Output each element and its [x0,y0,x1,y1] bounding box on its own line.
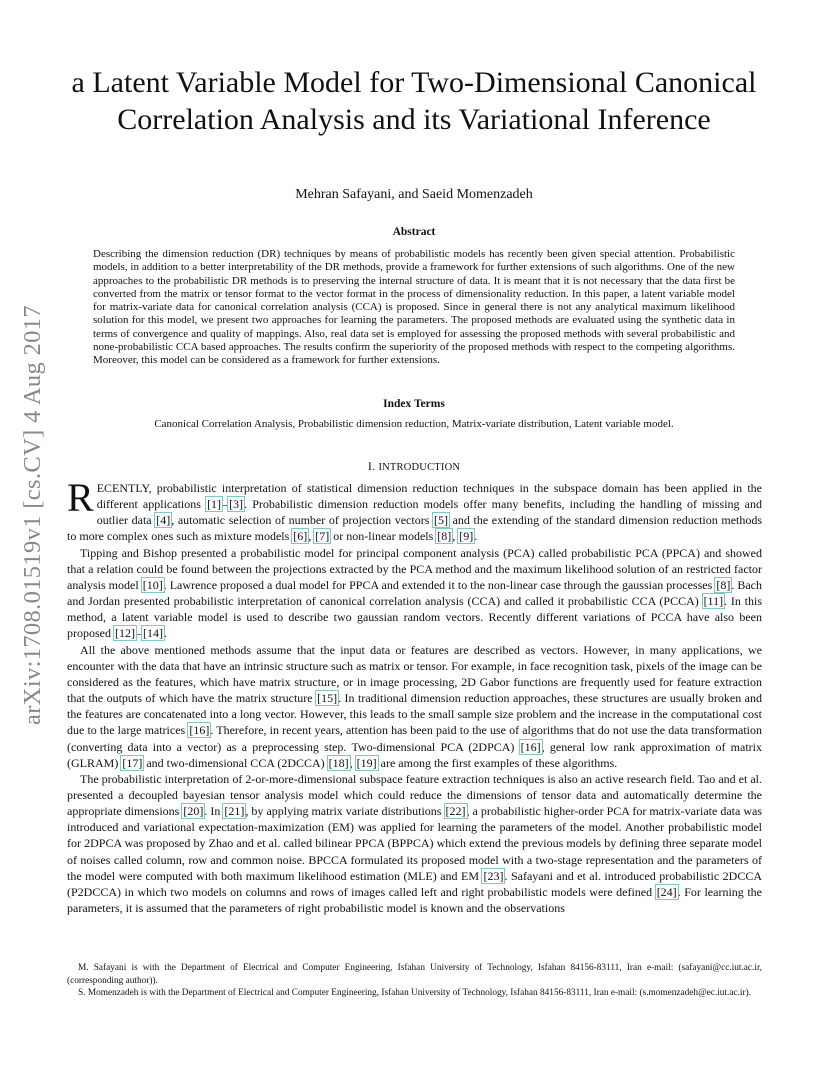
citation-link[interactable]: [5] [433,513,448,528]
abstract-text: Describing the dimension reduction (DR) techniques by means of probabilistic models has recently been given special attention. Probabilistic models, in addition to a better interpretability of the DR methods, provide a framework for further extensions of such algorithms. One of the new approaches to the probabilistic DR methods is to preserving the internal structure of data. It is meant that it is not necessary that the data first be converted from the matrix or tensor format to the vector format in the process of dimensionality reduction. In this paper, a latent variable model for matrix-variate data for canonical correlation analysis (CCA) is proposed. Since in general there is not any analytical maximum likelihood solution for this model, we present two approaches for learning the parameters. The proposed methods are evaluated using the synthetic data in terms of convergence and quality of mappings. Also, real data set is employed for assessing the proposed methods with several probabilistic and none-probabilistic CCA based approaches. The results confirm the superiority of the proposed methods with respect to the competing algorithms. Moreover, this model can be considered as a framework for further extensions. [93,248,735,367]
citation-link[interactable]: [6] [293,529,308,544]
citation-link[interactable]: [24] [656,884,677,899]
footnote: M. Safayani is with the Department of Electrical and Computer Engineering, Isfahan University of Technology, Isfahan 84156-83111, Iran e-mail: (safayani@cc.iut.ac.ir, (corresponding author)). [67,963,762,986]
citation-link[interactable]: [8] [437,529,452,544]
citation-link[interactable]: [17] [122,755,143,770]
citation-link[interactable]: [9] [459,529,474,544]
footnote: S. Momenzadeh is with the Department of Electrical and Computer Engineering, Isfahan University of Technology, Isfahan 84156-83111, Iran e-mail: (s.momenzadeh@ec.iut.ac.ir). [78,988,752,998]
author-list: Mehran Safayani, and Saeid Momenzadeh [295,187,533,202]
citation-link[interactable]: [16] [189,723,210,738]
citation-link[interactable]: [4] [156,513,171,528]
section-heading [60,459,768,474]
section-number: I. [367,459,376,473]
section-title: INTRODUCTION [378,462,461,473]
citation-link[interactable]: [8] [716,577,731,592]
citation-link[interactable]: [12] [115,626,135,641]
citation-link[interactable]: [1] [207,497,222,512]
paper-title: a Latent Variable Model for Two-Dimensional Canonical Correlation Analysis and its Variational Inference [71,66,757,136]
body-paragraph: RECENTLY, probabilistic interpretation of statistical dimension reduction techniques in the subspace domain has been applied in the different applications [1]–[3]. Probabilistic dimension reduction models offer many benefits, including the handling of missing and outlier data [4], automatic selection of number of projection vectors [5] and the extending of the standard dimension reduction methods to more complex ones such as mixture models [6], [7] or non-linear models [8], [9]. [67,475,763,544]
body-paragraph: Tipping and Bishop presented a probabilistic model for principal component analysis (PCA) called probabilistic PCA (PPCA) and showed that a relation could be found between the projections extracted by the PCA method and the maximum likelihood solution of an restricted factor analysis model [10]. Lawrence proposed a dual model for PPCA and extended it to the non-linear case through the gaussian processes [8]. Bach and Jordan presented probabilistic interpretation of canonical correlation analysis (CCA) and called it probabilistic CCA (PCCA) [11]. In this method, a latent variable model is used to describe two gaussian random vectors. Recently different variations of PCCA have also been proposed [12]–[14]. [67,545,763,641]
citation-link[interactable]: [15] [317,691,338,706]
arxiv-identifier: arXiv:1708.01519v1 [cs.CV] 4 Aug 2017 [19,305,46,725]
citation-link[interactable]: [11] [703,594,724,609]
drop-cap: R [67,475,94,520]
citation-link[interactable]: [19] [356,755,377,770]
citation-link[interactable]: [21] [224,804,245,819]
arxiv-sidebar [15,285,51,745]
citation-link[interactable]: [7] [315,529,330,544]
citation-link[interactable]: [16] [520,739,541,754]
body-paragraph: All the above mentioned methods assume that the input data or features are described as vectors. However, in many applications, we encounter with the data that have an intrinsic structure such as matrix or tensor. For example, in face recognition task, pixels of the image can be considered as the features, which have matrix structure, or in image processing, 2D Gabor functions are frequently used for feature extraction that the outputs of which have the matrix structure [15]. In traditional dimension reduction approaches, these structures are usually broken and the features are concatenated into a long vector. However, this leads to the small sample size problem and the increase in the computational cost due to the large matrices [16]. Therefore, in recent years, attention has been paid to the use of algorithms that do not use the data transformation (converting data into a vector) as a preprocessing step. Two-dimensional PCA (2DPCA) [16], general low rank approximation of matrix (GLRAM) [17] and two-dimensional CCA (2DCCA) [18], [19] are among the first examples of these algorithms. [67,642,763,770]
citation-link[interactable]: [10] [142,577,163,592]
citation-link[interactable]: [22] [445,804,466,819]
citation-link[interactable]: [18] [328,755,349,770]
citation-link[interactable]: [14] [143,626,163,641]
footnotes [67,962,762,1000]
abstract-heading: Abstract [392,226,436,238]
body-paragraph: The probabilistic interpretation of 2-or-more-dimensional subspace feature extraction techniques is also an active research field. Tao and et al. presented a decoupled bayesian tensor analysis model which could reduce the dimensions of tensor data and automatically determine the appropriate dimensions [20]. In [21], by applying matrix variate distributions [22], a probabilistic higher-order PCA for matrix-variate data was introduced and variational expectation-maximization (EM) was applied for learning the parameters of the model. Another probabilistic model for 2DPCA was proposed by Zhao and et al. called bilinear PPCA (BPPCA) which extend the previous models by defining three separate model of noises called column, row and common noise. BPCCA formulated its proposed model with a two-stage representation and the parameters of the model were computed with both maximum likelihood estimation (MLE) and EM [23]. Safayani and et al. introduced probabilistic 2DCCA (P2DCCA) in which two models on columns and rows of images called left and right probabilistic models were defined [24]. For learning the parameters, it is assumed that the parameters of right probabilistic model is known and the observations [67,771,762,916]
citation-link[interactable]: [23] [483,868,504,883]
index-terms-heading: Index Terms [383,398,445,410]
index-terms: Canonical Correlation Analysis, Probabilistic dimension reduction, Matrix-variate distribution, Latent variable model. [154,418,674,430]
body-text [67,475,763,916]
citation-link[interactable]: [20] [183,804,204,819]
citation-link[interactable]: [3] [229,497,244,512]
